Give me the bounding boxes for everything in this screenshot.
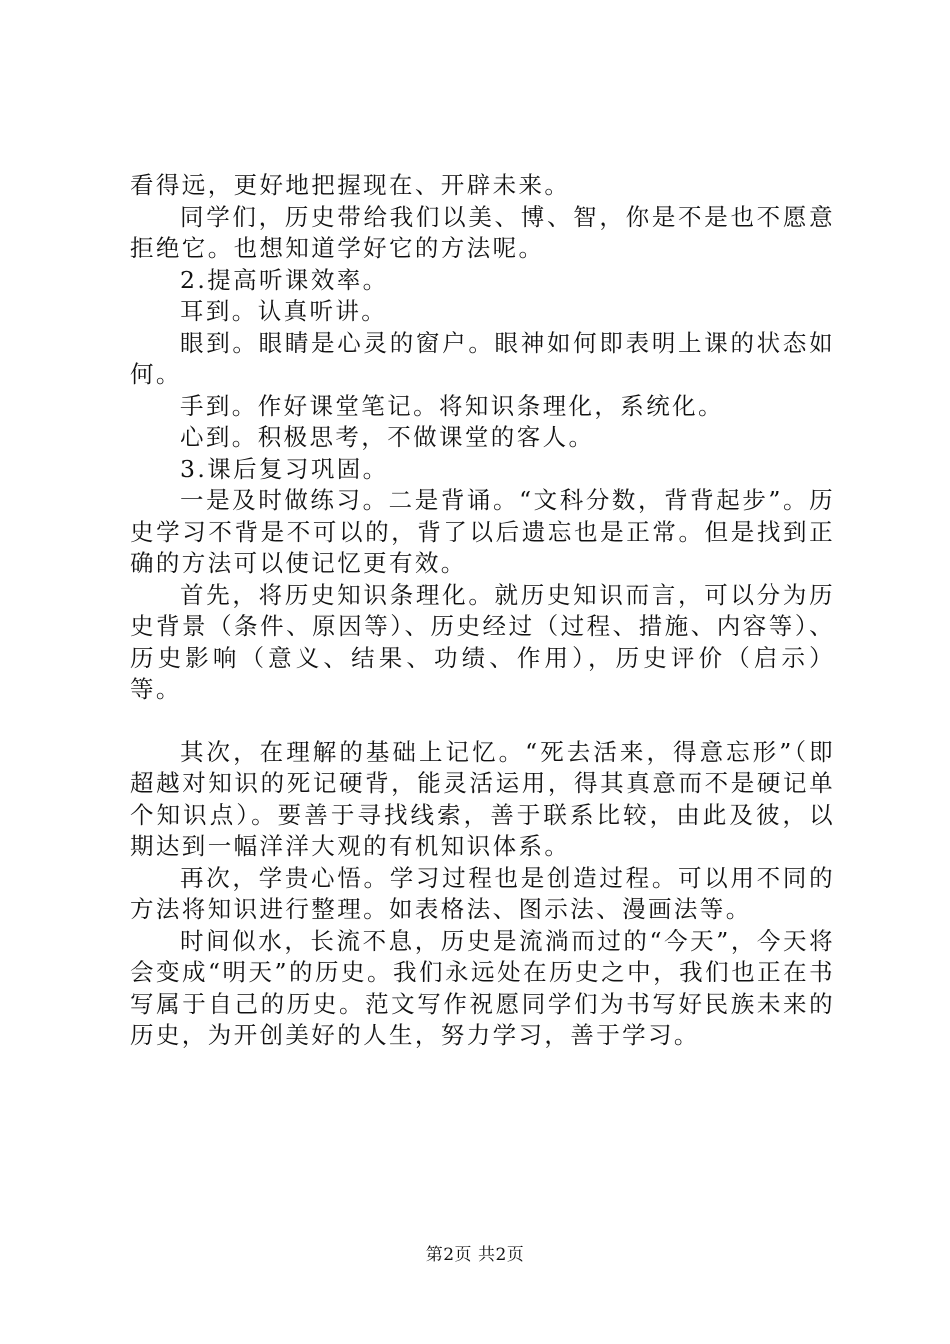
paragraph-1: 看得远，更好地把握现在、开辟未来。: [130, 171, 571, 199]
paragraph-first: 首先，将历史知识条理化。就历史知识而言，可以分为历史背景（条件、原因等）、历史经过（过程、措施、内容等）、历史影响（意义、结果、功绩、作用），历史评价（启示）等。: [130, 580, 835, 703]
paragraph-conclusion: 时间似水，长流不息，历史是流淌而过的“今天”，今天将会变成“明天”的历史。我们永远处在历史之中，我们也正在书写属于自己的历史。范文写作祝愿同学们为书写好民族未来的历史，为开创美好的人生，努力学习，善于学习。: [130, 926, 835, 1049]
paragraph-hands: 手到。作好课堂笔记。将知识条理化，系统化。: [180, 391, 724, 420]
paragraph-heart: 心到。积极思考，不做课堂的客人。: [180, 423, 595, 451]
paragraph-2: 同学们，历史带给我们以美、博、智，你是不是也不愿意拒绝它。也想知道学好它的方法呢。: [130, 202, 835, 262]
page-number-footer: 第2页 共2页: [425, 1245, 525, 1265]
paragraph-eyes: 眼到。眼睛是心灵的窗户。眼神如何即表明上课的状态如何。: [130, 328, 835, 388]
heading-listening-efficiency: 2.提高听课效率。: [180, 265, 389, 294]
paragraph-second: 其次，在理解的基础上记忆。“死去活来，得意忘形”（即超越对知识的死记硬背，能灵活运用，得其真意而不是硬记单个知识点）。要善于寻找线索，善于联系比较，由此及彼，以期达到一幅洋洋大观的有机知识体系。: [130, 737, 835, 860]
paragraph-third: 再次，学贵心悟。学习过程也是创造过程。可以用不同的方法将知识进行整理。如表格法、图示法、漫画法等。: [130, 863, 835, 923]
document-body: [130, 170, 835, 1052]
heading-review: 3.课后复习巩固。: [180, 454, 389, 483]
paragraph-ears: 耳到。认真听讲。: [180, 297, 388, 325]
paragraph-practice: 一是及时做练习。二是背诵。“文科分数，背背起步”。历史学习不背是不可以的，背了以后遗忘也是正常。但是找到正确的方法可以使记忆更有效。: [130, 486, 835, 577]
